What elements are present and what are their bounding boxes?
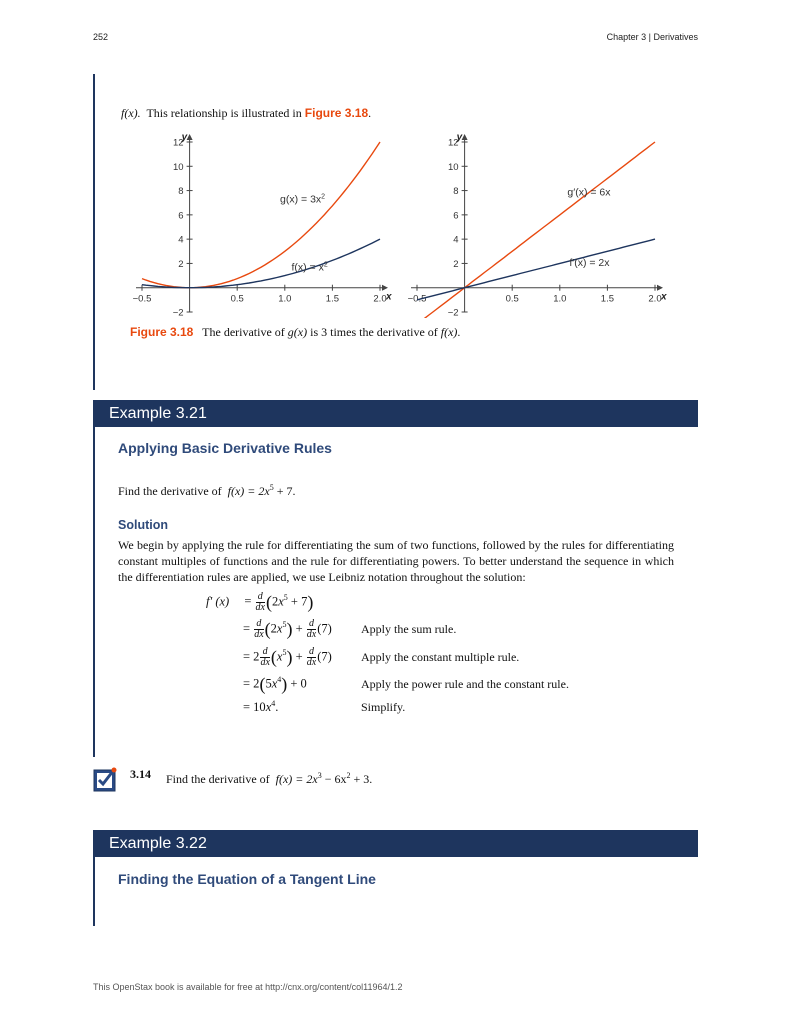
series-label-f-exp: 2 — [323, 261, 328, 269]
y-tick-label: 12 — [448, 137, 459, 149]
intro-end: . — [368, 106, 372, 120]
exercise-number: 3.14 — [130, 767, 151, 781]
x-axis-label: x — [661, 291, 667, 303]
y-axis-label: y — [181, 132, 188, 143]
step-2: = $\frac{d}{dx}$ $(2x^5)$ + $\frac{d}{dx}$ (7) — [243, 618, 332, 640]
y-tick-label: 4 — [178, 234, 184, 246]
step-5: = $10x^4$. — [243, 699, 279, 715]
figure-caption-f: f(x) — [440, 325, 458, 339]
x-axis-arrow — [382, 285, 388, 291]
step-4-note: Apply the power rule and the constant rule. — [361, 677, 569, 691]
example-side-bar-bottom — [93, 856, 95, 926]
page-number: 252 — [93, 32, 109, 42]
example-side-bar-mid — [93, 427, 95, 757]
x-tick-label: 0.5 — [505, 293, 519, 305]
y-tick-label: 10 — [448, 161, 459, 173]
x-tick-label: 0.5 — [230, 293, 244, 305]
example-problem-text: Find the derivative of — [118, 484, 222, 498]
x-axis-label: x — [386, 291, 392, 303]
figure-link[interactable]: Figure 3.18 — [304, 106, 369, 120]
y-tick-label: 4 — [453, 234, 459, 246]
example-side-bar-top — [93, 74, 95, 390]
y-tick-label: 8 — [178, 186, 184, 198]
y-tick-label: 2 — [453, 258, 459, 270]
series-label-f: $f(x) = x^2$ — [291, 261, 328, 274]
series-label-f: f′(x) = 2x — [569, 256, 610, 269]
step-3-note: Apply the constant multiple rule. — [361, 650, 520, 664]
solution-heading: Solution — [118, 518, 168, 532]
chart-right — [395, 128, 675, 318]
example-3-22-band: Example 3.22 — [93, 830, 698, 857]
x-axis-arrow — [657, 285, 663, 291]
y-tick-label: 6 — [178, 210, 184, 222]
x-tick-label: 1.5 — [600, 293, 615, 305]
figure-caption-g: g(x) — [287, 325, 308, 339]
x-tick-label: 2.0 — [373, 293, 387, 305]
x-tick-label: 2.0 — [648, 293, 662, 305]
series-label-g: g′(x) = 6x — [567, 186, 611, 199]
y-axis-arrow — [462, 134, 468, 140]
y-tick-label: 12 — [173, 137, 184, 149]
figure-caption — [130, 324, 460, 340]
y-tick-label: 10 — [173, 161, 184, 173]
exercise-exp1: 3 — [317, 771, 322, 780]
y-axis-label: y — [456, 132, 463, 143]
example-problem-exp: 5 — [269, 483, 274, 492]
intro-fx: f(x). — [121, 106, 141, 120]
step-3: = 2 $\frac{d}{dx}$ $(x^5)$ + $\frac{d}{dx}$ (7) — [243, 646, 332, 668]
checkpoint-icon — [93, 767, 119, 793]
y-tick-label: −2 — [447, 307, 459, 318]
figure-caption-text1: The derivative of — [202, 325, 285, 339]
y-tick-label: 8 — [453, 186, 459, 198]
x-tick-label: 1.5 — [325, 293, 340, 305]
intro-line — [121, 105, 371, 121]
example-3-22-title: Finding the Equation of a Tangent Line — [118, 871, 376, 887]
y-tick-label: −2 — [172, 307, 184, 318]
step-4: = $2(5x^4) + 0$ — [243, 674, 307, 694]
step-1-lhs: f′ (x) — [206, 594, 230, 609]
chapter-title: Chapter 3 | Derivatives — [606, 32, 698, 42]
figure-caption-end: . — [457, 325, 461, 339]
exercise-math: f(x) = 2x — [275, 772, 318, 786]
exercise-mid: − 6x — [324, 772, 347, 786]
y-tick-label: 2 — [178, 258, 184, 270]
exercise-text — [166, 768, 372, 787]
intro-text: This relationship is illustrated in — [146, 106, 302, 120]
figure-caption-text2: is 3 times the derivative of — [310, 325, 438, 339]
solution-paragraph: We begin by applying the rule for differentiating the sum of two functions, followed by the rules for differentiating constant multiples of functions and the rule for differentiating powers. To better understand the sequence in which the differentiation rules are applied, we use Leibniz notation throughout the solution: — [118, 538, 674, 584]
example-3-21-band: Example 3.21 — [93, 400, 698, 427]
example-3-21-title: Applying Basic Derivative Rules — [118, 440, 332, 456]
figure-caption-label: Figure 3.18 — [130, 325, 194, 339]
example-problem — [118, 480, 296, 499]
series-label-g-exp: 2 — [321, 193, 326, 201]
exercise-exp2: 2 — [346, 771, 351, 780]
x-tick-label: 1.0 — [278, 293, 292, 305]
x-tick-label: 1.0 — [553, 293, 567, 305]
series-label-g: $g(x) = 3x^2$ — [280, 193, 326, 206]
x-tick-label: −0.5 — [407, 293, 427, 305]
exercise-tail: + 3. — [353, 772, 373, 786]
exercise-prompt: Find the derivative of — [166, 772, 270, 786]
step-5-note: Simplify. — [361, 700, 406, 714]
y-axis-arrow — [187, 134, 193, 140]
example-problem-math: f(x) = 2x — [227, 484, 270, 498]
step-2-note: Apply the sum rule. — [361, 622, 457, 636]
chart-left — [120, 128, 400, 318]
x-tick-label: −0.5 — [132, 293, 152, 305]
step-1: f′ (x) = $\frac{d}{dx}$ $(2x^5 + 7)$ — [206, 591, 314, 613]
y-tick-label: 6 — [453, 210, 459, 222]
example-problem-tail: + 7. — [276, 484, 296, 498]
footer-note: This OpenStax book is available for free at http://cnx.org/content/col11964/1.2 — [93, 982, 403, 992]
